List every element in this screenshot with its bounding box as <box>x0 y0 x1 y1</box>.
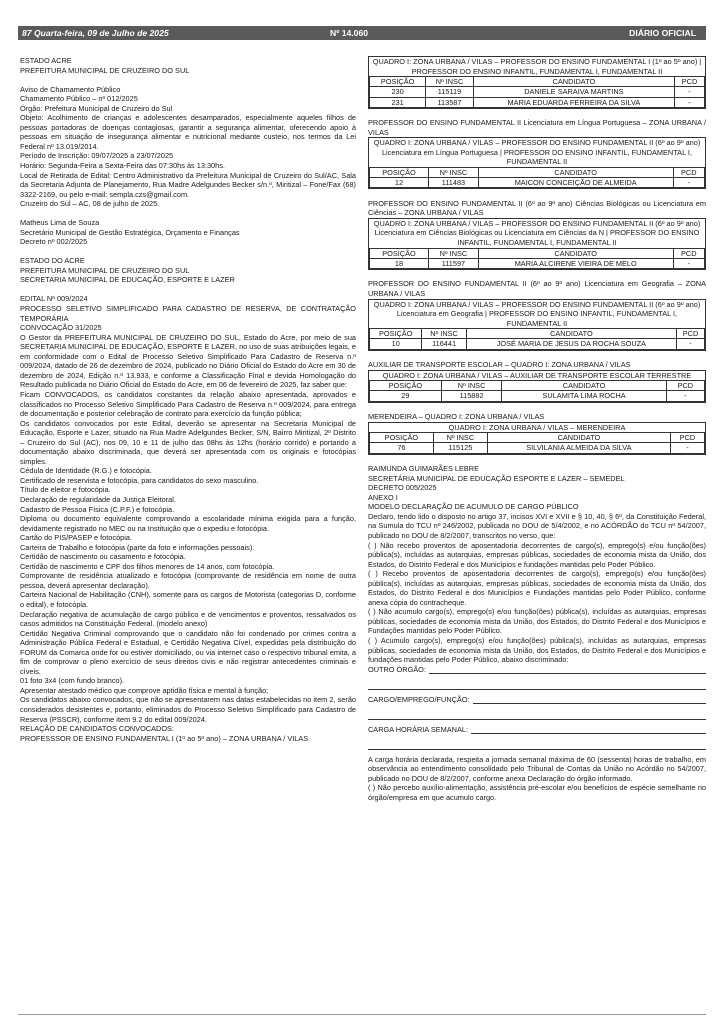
text-paragraph: Objeto: Acolhimento de crianças e adolescentes desamparados, especialmente aqueles filhos de pessoas portadoras de doenças contagiosas, garantir a segurança alimentar, oferecendo apoio à pessoas em situação de insegurança alimentar e nutricional mediante custeio, nos termos da Lei Federal nº 13.019/2014. <box>20 113 356 151</box>
text-paragraph: Local de Retirada de Edital: Centro Administrativo da Prefeitura Municipal de Cruzeiro do Sul/AC, Sala da Secretaria Adjunta de Planejamento, Rua Madre Adelgundes Becker s/n.º, Miritizal – Fone/Fax (68) 3322-2169, ou pelo e-mail: sempla.czs@gmail.com. <box>20 170 356 199</box>
text-line: Período de Inscrição: 09/07/2025 a 23/07/2025 <box>20 151 174 161</box>
text-line: Aviso de Chamamento Público <box>20 84 121 94</box>
fill-line <box>368 679 706 690</box>
aviso-chamamento-block <box>20 85 356 209</box>
col-header-position: POSIÇÃO <box>370 433 434 443</box>
cell-position: 12 <box>370 178 429 188</box>
document-list-item: Certidão de nascimento e CPF dos filhos menores de 14 anos, com fotocópia. <box>20 561 275 571</box>
declaration-option: ( ) Não recebo proventos de aposentadoria decorrentes de cargo(s), emprego(s) e/ou função(ões) pública(s), incluídas as autarquias, empresas públicas, sociedades de economia mista da União, dos Estados, do Distrito Federal e dos Municípios e fundações mantidas pelo Poder Público. <box>368 540 706 569</box>
cell-position: 231 <box>370 97 426 107</box>
section-heading: PROFESSOR DO ENSINO FUNDAMENTAL II (6º ao 9º ano) Ciências Biológicas ou Licenciatura em Ciências – ZONA URBANA / VILAS <box>368 198 706 218</box>
table-title: QUADRO I: ZONA URBANA / VILAS – PROFESSOR DO ENSINO FUNDAMENTAL II (6º ao 9º ano) Licenciatura em Língua Portuguesa | PROFESSOR DO ENSINO INFANTIL, FUNDAMENTAL I, FUNDAMENTAL II <box>373 138 701 167</box>
cell-insc: 115125 <box>433 443 487 453</box>
candidate-table <box>369 76 705 108</box>
document-list-item: Título de eleitor e fotocópia. <box>20 485 111 495</box>
table-header-row <box>370 167 705 177</box>
table-row <box>370 178 705 188</box>
text-line: PREFEITURA MUNICIPAL DE CRUZEIRO DO SUL <box>20 65 190 75</box>
text-line: Horário: Segunda-Feira a Sexta-Feira das 07:30hs às 13:30hs. <box>20 160 225 170</box>
candidate-table <box>369 432 705 453</box>
annex-title: MODELO DECLARAÇÃO DE ACUMULO DE CARGO PÚBLICO <box>368 502 579 512</box>
text-line: PROFESSSOR DE ENSINO FUNDAMENTAL I (1º ao 5º ano) – ZONA URBANA / VILAS <box>20 733 309 743</box>
cell-position: 230 <box>370 87 426 97</box>
col-header-candidate: CANDIDATO <box>478 167 673 177</box>
candidate-table-block <box>368 370 706 403</box>
aviso-org-block <box>20 56 356 75</box>
cell-position: 18 <box>370 258 429 268</box>
section-heading: PROFESSOR DO ENSINO FUNDAMENTAL II (6º ao 9º ano) Licenciatura em Geografia – ZONA URBANA / VILAS <box>368 279 706 299</box>
header-page-info: 87 Quarta-feira, 09 de Julho de 2025 <box>22 28 169 38</box>
col-header-pcd: PCD <box>673 167 704 177</box>
text-line: PREFEITURA MUNICIPAL DE CRUZEIRO DO SUL <box>20 265 190 275</box>
annex-label: ANEXO I <box>368 492 398 502</box>
document-list-item: Cadastro de Pessoa Física (C.P.F.) e fotocópia. <box>20 504 175 514</box>
table-header-row <box>370 248 705 258</box>
candidate-table-block <box>368 137 706 189</box>
table-header-row <box>370 77 705 87</box>
closing-paragraph: A carga horária declarada, respeita a jornada semanal máxima de 60 (sessenta) horas de trabalho, em observância ao entendimento consolidado pelo Tribunal de Contas da União no Acórdão no 54/2007, publicado no DOU de 8/2/2007, conforme anexa Declaração do órgão informado. <box>368 754 706 783</box>
fill-line <box>429 665 706 674</box>
table-row <box>370 258 705 268</box>
cell-insc: 115119 <box>426 87 474 97</box>
col-header-candidate: CANDIDATO <box>478 248 673 258</box>
col-header-candidate: CANDIDATO <box>473 77 674 87</box>
col-header-pcd: PCD <box>675 77 705 87</box>
closing-block <box>368 755 706 803</box>
text-line: Órgão: Prefeitura Municipal de Cruzeiro do Sul <box>20 103 173 113</box>
table-title: QUADRO I: ZONA URBANA / VILAS – MERENDEIRA <box>448 422 626 432</box>
field-label: CARGO/EMPREGO/FUNÇÃO: <box>368 694 470 704</box>
candidate-table <box>369 248 705 269</box>
document-list-item: 01 foto 3x4 (com fundo branco). <box>20 676 125 686</box>
col-header-insc: Nº INSC <box>428 248 478 258</box>
cell-insc: 111597 <box>428 258 478 268</box>
col-header-position: POSIÇÃO <box>370 381 442 391</box>
table-title: QUADRO I: ZONA URBANA / VILAS – AUXILIAR DE TRANSPORTE ESCOLAR TERRESTRE <box>382 370 692 380</box>
cell-candidate: DANIELE SARAIVA MARTINS <box>473 87 674 97</box>
cell-candidate: JOSÉ MARIA DE JESUS DA ROCHA SOUZA <box>466 339 676 349</box>
col-header-candidate: CANDIDATO <box>487 433 670 443</box>
section-heading: PROFESSOR DO ENSINO FUNDAMENTAL II Licenciatura em Língua Portuguesa – ZONA URBANA / VILAS <box>368 118 706 137</box>
table-title: QUADRO I: ZONA URBANA / VILAS – PROFESSOR DO ENSINO FUNDAMENTAL II (6º ao 9º ano) Licenciatura em Ciências Biológicas ou Licenciatura em Ciências da N | PROFESSOR DO ENSINO INFANTIL, FUNDAMENTAL I, FUNDAMENTAL II <box>373 218 701 248</box>
cell-pcd: - <box>675 87 705 97</box>
col-header-candidate: CANDIDATO <box>502 381 666 391</box>
document-list-item: Certidão Negativa Criminal comprovando que o candidato não foi condenado por crimes contra a Administração Pública Federal e Estadual, e Certidão Negativa Cível, expedidas pela distribuição do FORUM da Comarca onde for ou estiver domiciliado, ou via internet caso o respectivo tribunal emita, a fim de comprovar o pleno exercício de seus direitos civis e não registrar antecedentes criminais e cíveis. <box>20 628 356 676</box>
table-header-row <box>370 381 705 391</box>
fill-line <box>368 709 706 720</box>
document-list-item: Carteira de Trabalho e fotocópia (parte da foto e informações pessoais). <box>20 542 255 552</box>
signatory-name: RAIMUNDA GUIMARÃES LEBRE <box>368 464 479 474</box>
declaration-block <box>368 512 706 665</box>
declaration-option: ( ) Não acumulo cargo(s), emprego(s) e/ou função(ões) pública(s), incluídas as autarquias, empresas públicas, sociedades de economia mista da União, dos Estados, do Distrito Federal e dos Municípios e Fundações mantidas pelo Poder Público. <box>368 607 706 636</box>
cell-position: 10 <box>370 339 422 349</box>
cell-insc: 113587 <box>426 97 474 107</box>
cell-pcd: - <box>670 443 704 453</box>
candidate-table-block <box>368 422 706 455</box>
col-header-position: POSIÇÃO <box>370 167 429 177</box>
cell-insc: 116441 <box>422 339 466 349</box>
cell-pcd: - <box>673 258 704 268</box>
closing-option: ( ) Não percebo auxílio-alimentação, assistência pré-escolar e/ou benefícios de espécie semelhante no órgão/empresa em que acumulo cargo. <box>368 783 706 802</box>
table-row <box>370 97 705 107</box>
candidate-table-block <box>368 218 706 270</box>
field-label: CARGA HORÁRIA SEMANAL: <box>368 724 468 734</box>
text-line: Decreto nº 002/2025 <box>20 237 88 247</box>
left-column <box>20 56 356 743</box>
col-header-insc: Nº INSC <box>433 433 487 443</box>
edital-org-block <box>20 256 356 285</box>
document-list-item: Diploma ou documento equivalente comprovando a escolaridade mínima exigida para a função, devidamente registrado no MEC ou na Instituição que o expediu e fotocópia. <box>20 514 356 533</box>
signatory-decree: DECRETO 005/2025 <box>368 483 437 493</box>
signatory-title: SECRETÁRIA MUNICIPAL DE EDUCAÇÃO ESPORTE E LAZER – SEMEDEL <box>368 473 625 483</box>
text-line: Matheus Lima de Souza <box>20 218 100 228</box>
cell-candidate: MAICON CONCEIÇÃO DE ALMEIDA <box>478 178 673 188</box>
col-header-insc: Nº INSC <box>441 381 502 391</box>
document-list-item: Cédula de Identidade (R.G.) e fotocópia. <box>20 466 152 476</box>
cell-position: 29 <box>370 391 442 401</box>
col-header-position: POSIÇÃO <box>370 248 429 258</box>
text-line: CONVOCAÇÃO 31/2025 <box>20 323 102 333</box>
section-heading: AUXILIAR DE TRANSPORTE ESCOLAR – QUADRO I: ZONA URBANA / VILAS <box>368 360 631 370</box>
text-line: ESTADO ACRE <box>20 56 72 65</box>
cell-candidate: SILVILANIA ALMEIDA DA SILVA <box>487 443 670 453</box>
declaration-option: ( ) Acumulo cargo(s), emprego(s) e/ou função(ões) pública(s), incluídas as autarquias, empresas públicas, sociedades de economia mista da União, dos Estados, do Distrito Federal e dos Municípios e fundações mantidas pelo Poder Público, abaixo discriminado: <box>368 635 706 665</box>
text-line: Cruzeiro do Sul – AC, 08 de julho de 2025. <box>20 199 160 209</box>
fill-line <box>368 739 706 750</box>
document-list-item: Cartão do PIS/PASEP e fotocópia. <box>20 533 132 543</box>
table-title: QUADRO I: ZONA URBANA / VILAS – PROFESSOR DO ENSINO FUNDAMENTAL I (1º ao 5º ano) | PROFESSOR DO ENSINO INFANTIL, FUNDAMENTAL I, FUNDAMENTAL II <box>372 57 702 76</box>
col-header-position: POSIÇÃO <box>370 329 422 339</box>
candidate-table <box>369 328 705 349</box>
text-line: Secretário Municipal de Gestão Estratégica, Orçamento e Finanças <box>20 227 240 237</box>
table-title: QUADRO I: ZONA URBANA / VILAS – PROFESSOR DO ENSINO FUNDAMENTAL II (6º ao 9º ano) Licenciatura em Geografia | PROFESSOR DO ENSINO INFANTIL, FUNDAMENTAL I, FUNDAMENTAL II <box>373 299 701 328</box>
text-paragraph: O Gestor da PREFEITURA MUNICIPAL DE CRUZEIRO DO SUL, Estado do Acre, por meio de sua SECRETARIA MUNICIPAL DE EDUCAÇÃO, ESPORTE E LAZER, no uso de suas atribuições legais, e em conformidade com o Edital de Processo Seletivo Simplificado Para Cadastro de Reserva n.º 009/2024, datado de 26 de dezembro de 2024, publicado no Diário Oficial do Estado do Acre em 30 de dezembro de 2024, Edição n.º 13.933, e conforme a Classificação Final e devida Homologação do Resultado publicada no Diário Oficial do Estado do Acre, em 06 de fevereiro de 2025, faz saber que: <box>20 332 356 390</box>
cell-pcd: - <box>666 391 704 401</box>
cell-candidate: MARIA ALCIRENE VIEIRA DE MELO <box>478 258 673 268</box>
fill-line <box>471 725 706 734</box>
col-header-pcd: PCD <box>677 329 705 339</box>
text-line: Chamamento Público – nº 012/2025 <box>20 94 138 104</box>
col-header-insc: Nº INSC <box>426 77 474 87</box>
candidate-table-block <box>368 56 706 109</box>
text-line: EDITAL Nº 009/2024 <box>20 294 88 304</box>
page-bottom-rule <box>18 1014 706 1015</box>
text-line: SECRETARIA MUNICIPAL DE EDUCAÇÃO, ESPORTE E LAZER <box>20 275 235 285</box>
col-header-pcd: PCD <box>670 433 704 443</box>
table-row <box>370 443 705 453</box>
document-list-item: Declaração negativa de acumulação de cargo público e de vencimentos e proventos, ressalvados os casos admitidos na Constituição Federal. (modelo anexo) <box>20 609 356 629</box>
col-header-insc: Nº INSC <box>422 329 466 339</box>
aviso-signature-block <box>20 218 356 247</box>
right-column <box>368 56 706 802</box>
document-list-item: Comprovante de residência atualizado e fotocópia (comprovante de residência em nome de outra pessoa, deverá apresentar declaração). <box>20 571 356 590</box>
declaration-paragraph: Declaro, tendo lido o disposto no artigo 37, incisos XVI e XVII e § 10, 40, § 6º, da Constituição Federal, na Sumula do TCU nº 246/2002, publicada no DOU de 5/4/2002, e no ACÓRDÃO do TCU nº 54/2007, publicado no DOU de 8/2/2007, transcritos no verso, que: <box>368 511 706 540</box>
text-line: RELAÇÃO DE CANDIDATOS CONVOCADOS: <box>20 724 174 734</box>
col-header-pcd: PCD <box>666 381 704 391</box>
page-header <box>18 26 706 40</box>
document-list-item: Carteira Nacional de Habilitação (CNH), somente para os cargos de Motorista (categorias D, conforme o edital), e fotocópia. <box>20 590 356 609</box>
text-line: ESTADO DO ACRE <box>20 256 85 266</box>
header-publication-name: DIÁRIO OFICIAL <box>629 28 696 38</box>
cell-position: 76 <box>370 443 434 453</box>
document-list-item: Certificado de reservista e fotocópia, para candidatos do sexo masculino. <box>20 475 259 485</box>
field-outro-orgao <box>368 665 706 675</box>
declaration-option: ( ) Recebo proventos de aposentadoria decorrentes de cargo(s), emprego(s) e/ou função(ões) pública(s), incluídas as autarquias, empresas públicas, sociedades de economia mista da União, dos Estados, do Distrito Federal e dos Municípios e Fundações mantidas pelo Poder Público, conforme anexa cópia do contracheque. <box>368 569 706 607</box>
text-paragraph: Os candidatos convocados por este Edital, deverão se apresentar na Secretaria Municipal de Educação, Esporte e Lazer, situado na Rua Madre Adelgundes Becker, S/N, Bairro Miritizal, 2º Distrito – Cruzeiro do Sul (AC), nos 09, 10 e 11 de julho das 08hs às 12hs (horário corrido) e portando a documentação abaixo discriminada, que deverá ser apresentada com os originais e fotocópias simples. <box>20 418 356 466</box>
field-carga-horaria <box>368 725 706 735</box>
cell-insc: 111483 <box>428 178 478 188</box>
col-header-position: POSIÇÃO <box>370 77 426 87</box>
table-header-row <box>370 433 705 443</box>
table-row <box>370 391 705 401</box>
document-list-item: Certidão de nascimento ou casamento e fotocópia. <box>20 552 186 562</box>
col-header-candidate: CANDIDATO <box>466 329 676 339</box>
cell-pcd: - <box>677 339 705 349</box>
cell-pcd: - <box>675 97 705 107</box>
text-paragraph: Ficam CONVOCADOS, os candidatos constantes da relação abaixo apresentada, aprovados e classificados no Processo Seletivo Simplificado Para Cadastro de Reserva n.º 009/2024, para entrega de documentação e posterior celebração de contrato para exercício da função pública; <box>20 389 356 419</box>
cell-insc: 115882 <box>441 391 502 401</box>
cell-candidate: MARIA EDUARDA FERREIRA DA SILVA <box>473 97 674 107</box>
table-header-row <box>370 329 705 339</box>
table-row <box>370 339 705 349</box>
text-paragraph: Os candidatos abaixo convocados, que não se apresentarem nas datas estabelecidas no item 2, serão considerados desistentes e, portanto, eliminados do Processo Seletivo Simplificado para Cadastro de Reserva (PSSCR), conforme item 9.2 do edital 009/2024. <box>20 695 356 724</box>
col-header-insc: Nº INSC <box>428 167 478 177</box>
col-header-pcd: PCD <box>673 248 704 258</box>
header-issue-number: Nº 14.060 <box>330 28 369 38</box>
cell-pcd: - <box>673 178 704 188</box>
document-list-item: Declaração de regularidade da Justiça Eleitoral. <box>20 494 176 504</box>
candidate-table <box>369 167 705 188</box>
document-list-item: Apresentar atestado médico que comprove aptidão física e mental à função; <box>20 685 269 695</box>
field-label: OUTRO ÓRGÃO: <box>368 664 426 674</box>
section-heading: MERENDEIRA – QUADRO I: ZONA URBANA / VILAS <box>368 412 545 422</box>
table-row <box>370 87 705 97</box>
field-cargo <box>368 695 706 705</box>
fill-line <box>473 695 706 704</box>
text-line: PROCESSO SELETIVO SIMPLIFICADO PARA CADASTRO DE RESERVA, DE CONTRATAÇÃO TEMPORÁRIA <box>20 304 356 323</box>
candidate-table-block <box>368 299 706 351</box>
candidate-table <box>369 380 705 401</box>
edital-body-block <box>20 294 356 743</box>
signature-block <box>368 464 706 512</box>
cell-candidate: SULAMITA LIMA ROCHA <box>502 391 666 401</box>
